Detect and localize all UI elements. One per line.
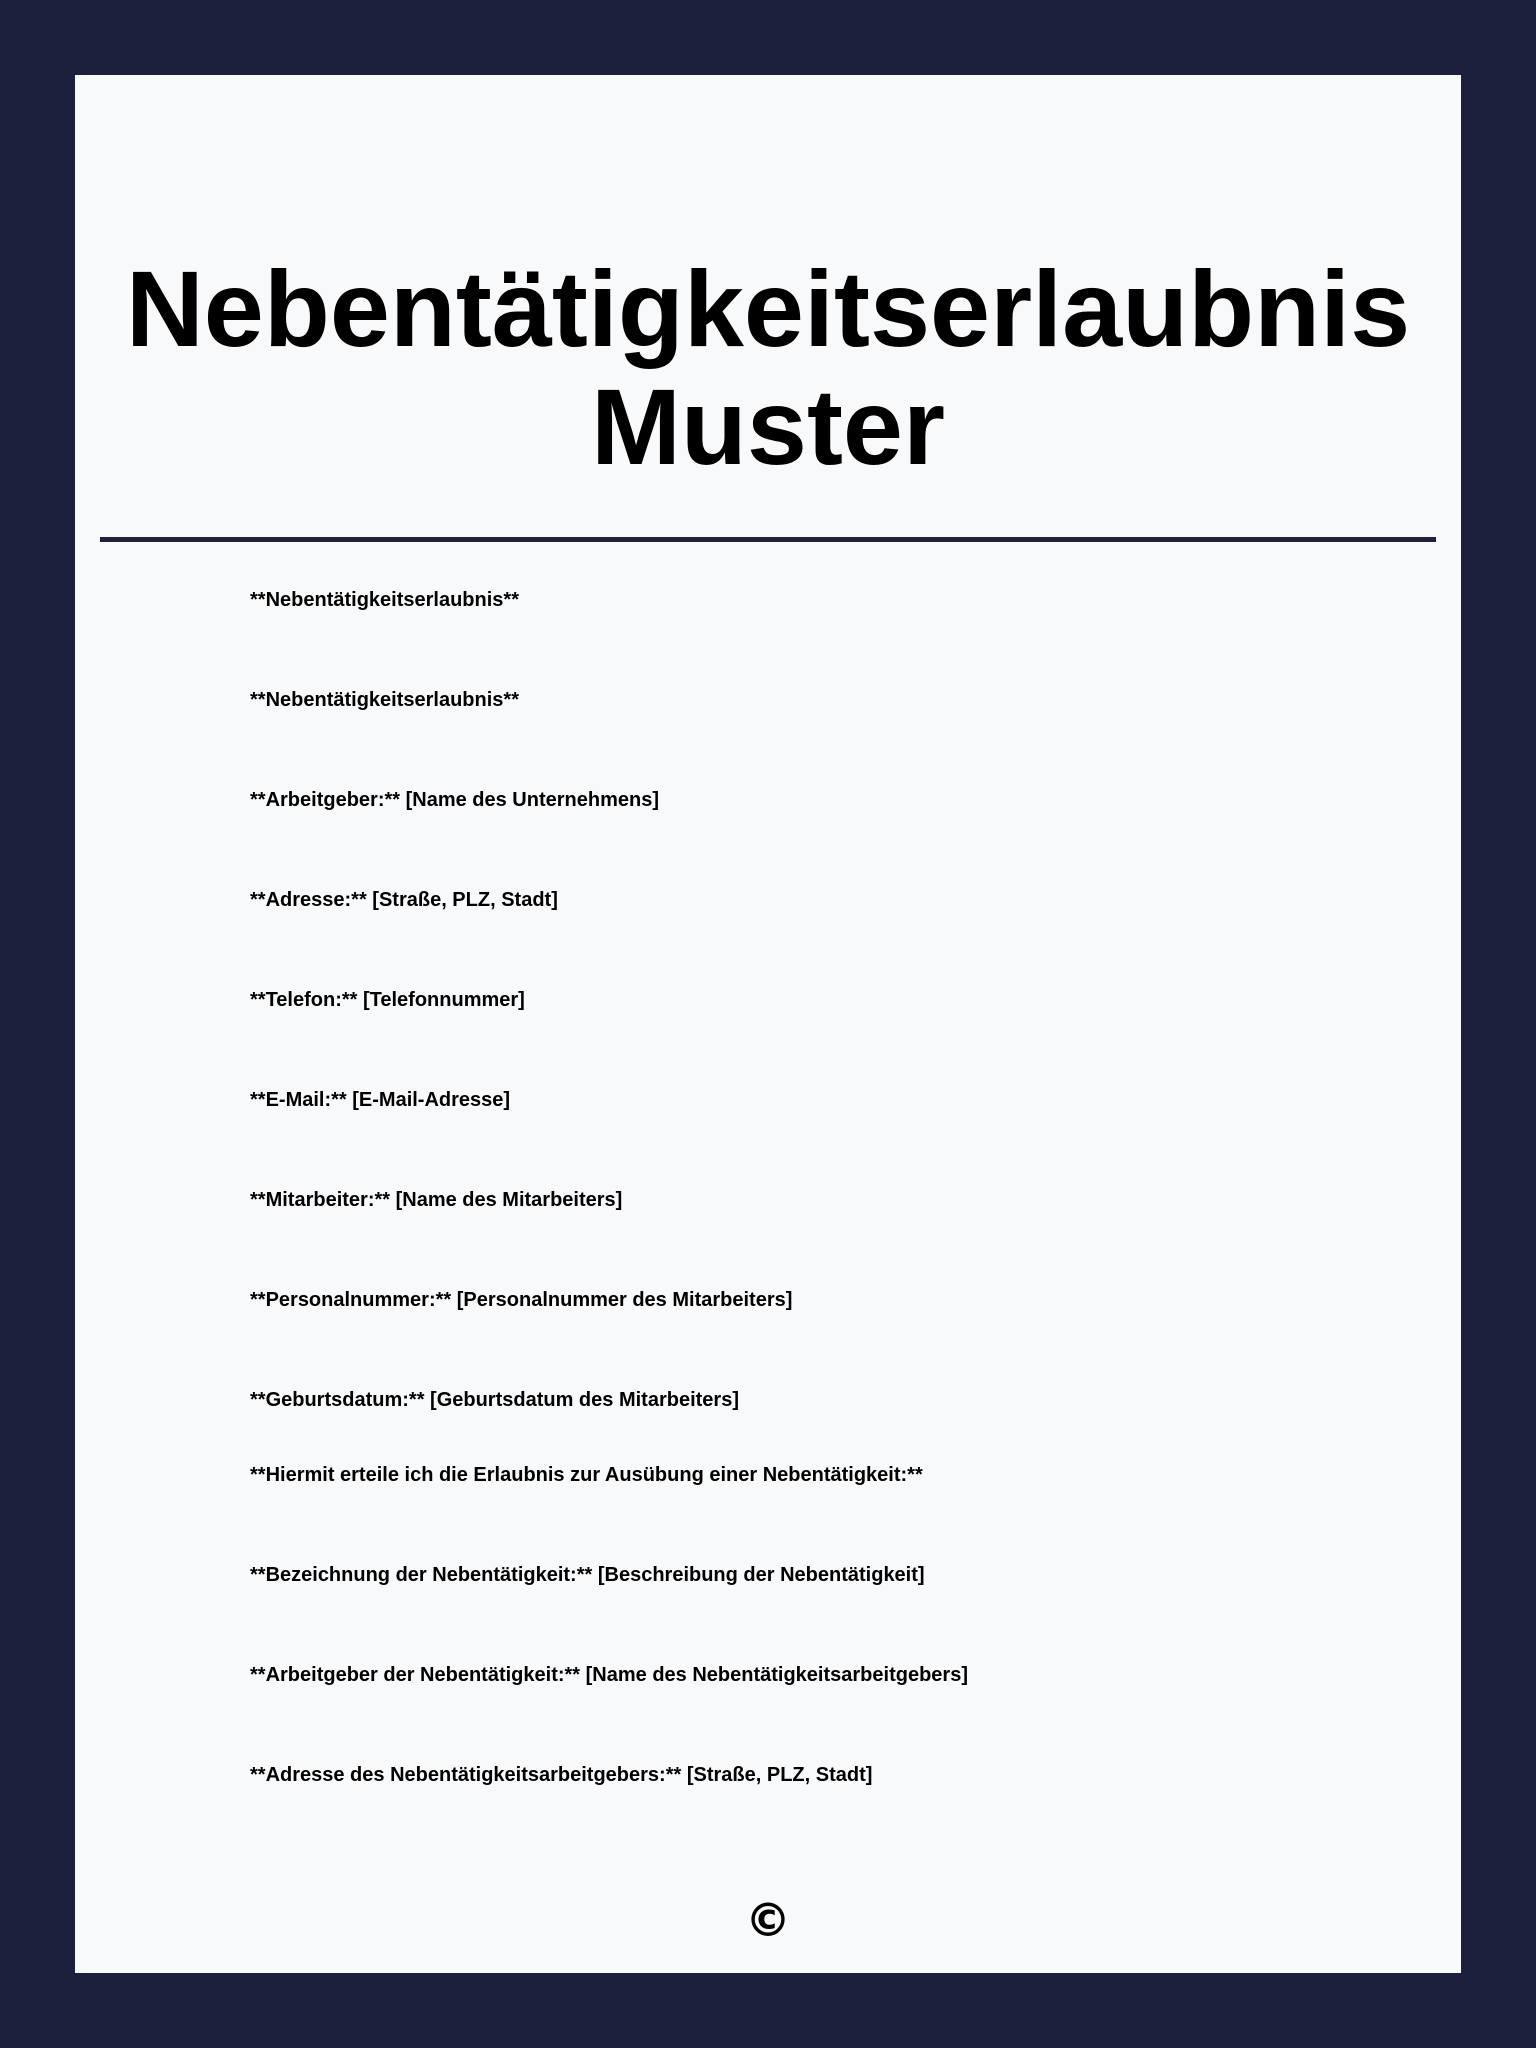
field-employee: **Mitarbeiter:** [Name des Mitarbeiters] xyxy=(250,1189,623,1211)
title-line-2: Muster xyxy=(590,366,946,487)
field-personnel-number: **Personalnummer:** [Personalnummer des Mitarbeiters] xyxy=(250,1289,793,1311)
title-divider xyxy=(100,537,1436,542)
title-line-1: Nebentätigkeitserlaubnis xyxy=(125,248,1411,369)
copyright-icon: © xyxy=(745,1893,791,1947)
field-birth-date: **Geburtsdatum:** [Geburtsdatum des Mitarbeiters] xyxy=(250,1389,739,1411)
field-secondary-employer: **Arbeitgeber der Nebentätigkeit:** [Name des Nebentätigkeitsarbeitgebers] xyxy=(250,1664,968,1686)
field-address: **Adresse:** [Straße, PLZ, Stadt] xyxy=(250,889,558,911)
field-permission-statement: **Hiermit erteile ich die Erlaubnis zur Ausübung einer Nebentätigkeit:** xyxy=(250,1464,923,1486)
document-page xyxy=(75,75,1461,1973)
document-title xyxy=(75,250,1461,486)
field-heading-1: **Nebentätigkeitserlaubnis** xyxy=(250,589,519,611)
field-employer: **Arbeitgeber:** [Name des Unternehmens] xyxy=(250,789,659,811)
field-secondary-employer-address: **Adresse des Nebentätigkeitsarbeitgebers:** [Straße, PLZ, Stadt] xyxy=(250,1764,873,1786)
field-activity-description: **Bezeichnung der Nebentätigkeit:** [Beschreibung der Nebentätigkeit] xyxy=(250,1564,925,1586)
field-heading-2: **Nebentätigkeitserlaubnis** xyxy=(250,689,519,711)
field-phone: **Telefon:** [Telefonnummer] xyxy=(250,989,525,1011)
field-email: **E-Mail:** [E-Mail-Adresse] xyxy=(250,1089,511,1111)
